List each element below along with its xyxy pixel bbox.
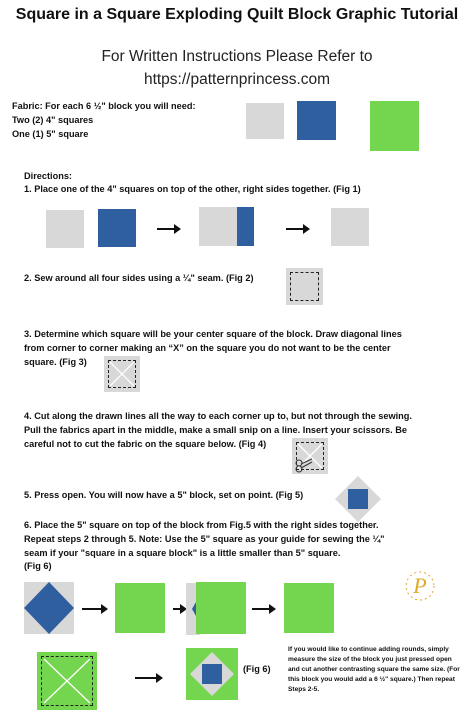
arrow-icon — [82, 608, 106, 610]
note-text — [288, 645, 460, 694]
cut-square — [292, 438, 328, 474]
green-square — [284, 583, 334, 633]
x-lines-icon — [104, 356, 140, 392]
finished-block — [186, 648, 238, 700]
fabric-requirements — [12, 100, 196, 141]
step-1: 1. Place one of the 4" squares on top of the other, right sides together. (Fig 1) — [24, 184, 361, 194]
step-4-line: careful not to cut the fabric on the square below. (Fig 4) — [24, 438, 267, 449]
note-line: this block you would add a 6 ½" square.) Then repeat — [288, 675, 455, 683]
grey-square — [246, 103, 284, 139]
seam-line — [290, 272, 319, 301]
arrow-icon — [135, 677, 161, 679]
arrow-icon — [252, 608, 274, 610]
note-line: and cut another contrasting square the same size. (For — [288, 665, 460, 673]
step-4 — [24, 410, 412, 451]
grey-square — [331, 208, 369, 246]
fabric-line: One (1) 5" square — [12, 128, 89, 139]
blue-square — [297, 101, 336, 140]
subtitle-line: For Written Instructions Please Refer to — [101, 48, 373, 65]
x-lines-icon — [37, 652, 97, 710]
arrow-icon — [173, 608, 185, 610]
grey-square — [46, 210, 84, 248]
marked-square — [104, 356, 140, 392]
green-square — [370, 101, 419, 151]
fig-6-label: (Fig 6) — [243, 664, 271, 674]
fabric-line: Two (2) 4" squares — [12, 114, 94, 125]
scissors-icon — [292, 438, 328, 474]
logo — [404, 566, 436, 606]
step-3-line: from corner to corner making an “X” on the square you do not want to be the center — [24, 342, 391, 353]
blue-square-edge — [237, 207, 254, 246]
marked-green-square — [37, 652, 97, 710]
step-4-line: Pull the fabrics apart in the middle, make a small snip on a line. Insert your scissors. Be — [24, 424, 407, 435]
note-line: measure the size of the block you just pressed open — [288, 655, 452, 663]
arrow-icon — [286, 228, 308, 230]
green-square — [115, 583, 165, 633]
step-3-line: square. (Fig 3) — [24, 356, 87, 367]
stacked-squares — [199, 207, 237, 246]
directions-heading: Directions: — [24, 171, 72, 181]
blue-square — [98, 209, 136, 247]
on-point-block — [24, 582, 74, 634]
sewn-square — [286, 268, 323, 305]
step-3-line: 3. Determine which square will be your center square of the block. Draw diagonal lines — [24, 329, 402, 339]
step-6 — [24, 519, 384, 574]
step-6-line: seam if your "square in a square block" is a little smaller than 5" square. — [24, 547, 341, 558]
website-url: https://patternprincess.com — [143, 71, 331, 88]
fabric-line: Fabric: For each 6 ½" block you will need: — [12, 101, 196, 111]
green-square — [196, 582, 246, 634]
note-line: Steps 2-5. — [288, 685, 320, 693]
page-title: Square in a Square Exploding Quilt Block Graphic Tutorial — [15, 6, 459, 23]
logo-letter: P — [413, 573, 427, 598]
step-6-line: Repeat steps 2 through 5. Note: Use the 5" square as your guide for sewing the ¼" — [24, 533, 385, 544]
step-2: 2. Sew around all four sides using a ¼" seam. (Fig 2) — [24, 273, 254, 283]
step-4-line: 4. Cut along the drawn lines all the way to each corner up to, but not through the sewing. — [24, 411, 412, 421]
step-6-line: 6. Place the 5" square on top of the block from Fig.5 with the right sides together. — [24, 520, 379, 530]
step-5: 5. Press open. You will now have a 5" block, set on point. (Fig 5) — [24, 490, 304, 500]
note-line: If you would like to continue adding rounds, simply — [288, 646, 449, 653]
on-point-block — [333, 474, 383, 524]
step-3 — [24, 328, 402, 369]
arrow-icon — [157, 228, 179, 230]
step-6-line: (Fig 6) — [24, 561, 52, 572]
